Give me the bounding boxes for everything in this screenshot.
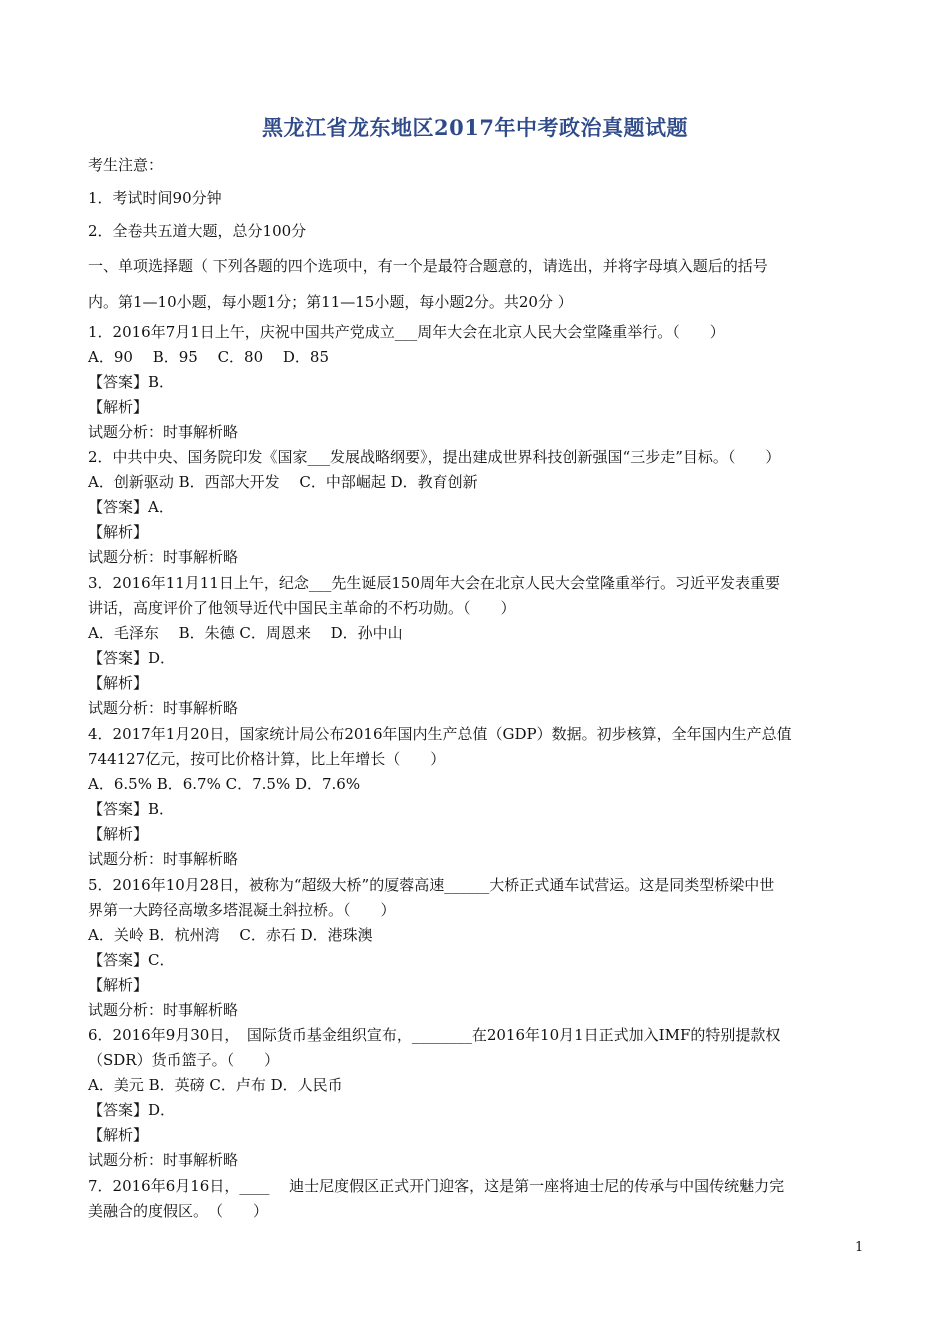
- analysis-text: 试题分析：时事解析略: [88, 699, 239, 717]
- question-stem: 2．中共中央、国务院印发《国家___发展战略纲要》，提出建成世界科技创新强国“三步走”目标。（ ）: [88, 448, 781, 466]
- analysis-text: 试题分析：时事解析略: [88, 423, 239, 441]
- question-options: A．90 B．95 C．80 D．85: [88, 348, 330, 366]
- analysis-heading: 【解析】: [88, 976, 149, 994]
- question-stem: 3．2016年11月11日上午，纪念___先生诞辰150周年大会在北京人民大会堂隆重举行。习近平发表重要: [88, 574, 781, 592]
- text-line: 一、单项选择题（ 下列各题的四个选项中，有一个是最符合题意的，请选出，并将字母填入题后的括号: [88, 257, 768, 275]
- analysis-heading: 【解析】: [88, 1126, 149, 1144]
- text-line: 内。第1—10小题，每小题1分；第11—15小题，每小题2分。共20分 ）: [88, 293, 573, 311]
- text-line: 2．全卷共五道大题，总分100分: [88, 222, 307, 240]
- answer-line: 【答案】B．: [88, 373, 175, 391]
- question-stem-continued: 744127亿元，按可比价格计算，比上年增长（ ）: [88, 750, 446, 768]
- analysis-heading: 【解析】: [88, 523, 149, 541]
- analysis-text: 试题分析：时事解析略: [88, 1151, 239, 1169]
- question-stem: 6．2016年9月30日， 国际货币基金组织宣布，________在2016年10月1日正式加入IMF的特别提款权: [88, 1026, 781, 1044]
- answer-line: 【答案】A．: [88, 498, 174, 516]
- analysis-heading: 【解析】: [88, 398, 149, 416]
- question-stem-continued: 美融合的度假区。 （ ）: [88, 1202, 269, 1220]
- page-number: 1: [855, 1240, 864, 1255]
- question-options: A．毛泽东 B．朱德 C．周恩来 D．孙中山: [88, 624, 403, 642]
- text-line: 1．考试时间90分钟: [88, 189, 222, 207]
- answer-line: 【答案】B．: [88, 800, 175, 818]
- answer-line: 【答案】C．: [88, 951, 175, 969]
- question-stem-continued: 界第一大跨径高墩多塔混凝土斜拉桥。（ ）: [88, 901, 396, 919]
- analysis-text: 试题分析：时事解析略: [88, 1001, 239, 1019]
- answer-line: 【答案】D．: [88, 649, 176, 667]
- question-options: A．关岭 B．杭州湾 C．赤石 D．港珠澳: [88, 926, 373, 944]
- question-stem: 4．2017年1月20日，国家统计局公布2016年国内生产总值（GDP）数据。初步核算，全年国内生产总值: [88, 725, 792, 743]
- question-options: A．美元 B．英磅 C．卢布 D．人民币: [88, 1076, 343, 1094]
- question-stem: 5．2016年10月28日，被称为“超级大桥”的厦蓉高速______大桥正式通车试营运。这是同类型桥梁中世: [88, 876, 775, 894]
- analysis-heading: 【解析】: [88, 674, 149, 692]
- analysis-text: 试题分析：时事解析略: [88, 850, 239, 868]
- document-title: 黑龙江省龙东地区2017年中考政治真题试题: [262, 115, 688, 140]
- question-options: A．创新驱动 B．西部大开发 C．中部崛起 D．教育创新: [88, 473, 478, 491]
- question-stem: 7．2016年6月16日，____ 迪士尼度假区正式开门迎客，这是第一座将迪士尼的传承与中国传统魅力完: [88, 1177, 785, 1195]
- question-options: A．6.5% B．6.7% C．7.5% D．7.6%: [88, 775, 361, 793]
- analysis-heading: 【解析】: [88, 825, 149, 843]
- question-stem-continued: （SDR）货币篮子。（ ）: [88, 1051, 280, 1069]
- question-stem-continued: 讲话，高度评价了他领导近代中国民主革命的不朽功勋。（ ）: [88, 599, 516, 617]
- text-line: 考生注意：: [88, 156, 164, 174]
- analysis-text: 试题分析：时事解析略: [88, 548, 239, 566]
- answer-line: 【答案】D．: [88, 1101, 176, 1119]
- question-stem: 1．2016年7月1日上午，庆祝中国共产党成立___周年大会在北京人民大会堂隆重举行。（ ）: [88, 323, 725, 341]
